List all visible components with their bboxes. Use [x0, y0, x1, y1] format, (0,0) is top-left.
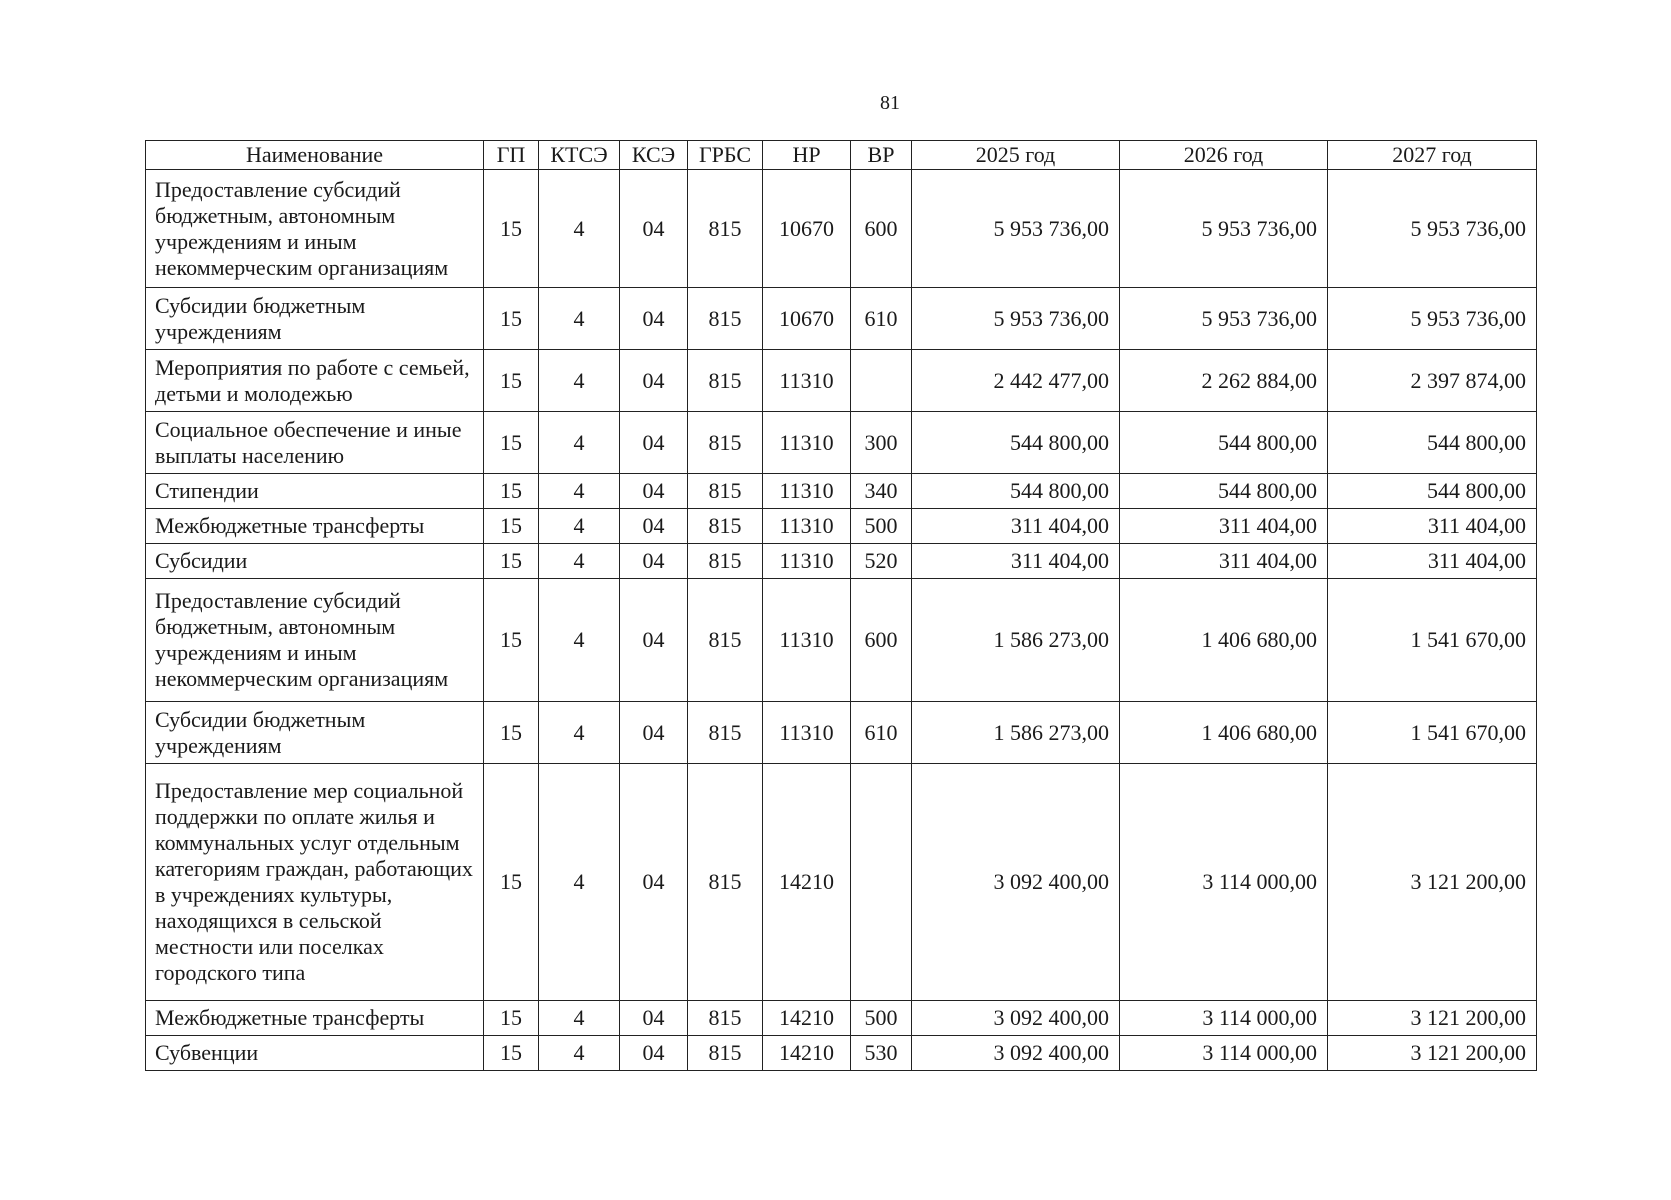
row-amount-2025: 544 800,00	[912, 474, 1120, 509]
row-grbs: 815	[688, 170, 763, 288]
row-gp: 15	[484, 1036, 539, 1071]
row-amount-2025: 3 092 400,00	[912, 1036, 1120, 1071]
row-kse: 04	[620, 579, 688, 702]
row-nr: 11310	[763, 350, 851, 412]
row-vr: 300	[851, 412, 912, 474]
row-vr	[851, 350, 912, 412]
row-amount-2026: 3 114 000,00	[1120, 1001, 1328, 1036]
row-ktse: 4	[539, 1036, 620, 1071]
row-vr: 610	[851, 702, 912, 764]
row-kse: 04	[620, 509, 688, 544]
row-grbs: 815	[688, 544, 763, 579]
header-grbs: ГРБС	[688, 141, 763, 170]
row-amount-2027: 311 404,00	[1328, 509, 1537, 544]
row-gp: 15	[484, 412, 539, 474]
header-ktse: КТСЭ	[539, 141, 620, 170]
row-gp: 15	[484, 288, 539, 350]
row-ktse: 4	[539, 412, 620, 474]
row-nr: 11310	[763, 474, 851, 509]
row-amount-2025: 3 092 400,00	[912, 764, 1120, 1001]
row-amount-2026: 544 800,00	[1120, 474, 1328, 509]
row-gp: 15	[484, 350, 539, 412]
row-name: Субсидии бюджетным учреждениям	[146, 288, 484, 350]
row-nr: 11310	[763, 509, 851, 544]
row-amount-2027: 311 404,00	[1328, 544, 1537, 579]
row-ktse: 4	[539, 509, 620, 544]
row-name: Субвенции	[146, 1036, 484, 1071]
row-ktse: 4	[539, 288, 620, 350]
row-ktse: 4	[539, 544, 620, 579]
row-amount-2026: 2 262 884,00	[1120, 350, 1328, 412]
row-nr: 11310	[763, 579, 851, 702]
table-row	[146, 509, 1537, 544]
row-nr: 11310	[763, 544, 851, 579]
row-amount-2025: 2 442 477,00	[912, 350, 1120, 412]
row-amount-2027: 3 121 200,00	[1328, 1001, 1537, 1036]
row-vr	[851, 764, 912, 1001]
table-row	[146, 170, 1537, 288]
row-grbs: 815	[688, 1036, 763, 1071]
row-grbs: 815	[688, 579, 763, 702]
row-amount-2027: 3 121 200,00	[1328, 1036, 1537, 1071]
header-2026: 2026 год	[1120, 141, 1328, 170]
row-vr: 600	[851, 579, 912, 702]
row-name: Межбюджетные трансферты	[146, 509, 484, 544]
row-name: Предоставление субсидий бюджетным, автономным учреждениям и иным некоммерческим организациям	[146, 170, 484, 288]
row-nr: 11310	[763, 702, 851, 764]
row-name: Предоставление мер социальной поддержки по оплате жилья и коммунальных услуг отдельным категориям граждан, работающих в учреждениях культуры, находящихся в сельской местности или поселках городского типа	[146, 764, 484, 1001]
row-grbs: 815	[688, 764, 763, 1001]
row-amount-2027: 3 121 200,00	[1328, 764, 1537, 1001]
row-ktse: 4	[539, 350, 620, 412]
row-ktse: 4	[539, 1001, 620, 1036]
row-amount-2026: 544 800,00	[1120, 412, 1328, 474]
table-row	[146, 350, 1537, 412]
row-name: Субсидии	[146, 544, 484, 579]
row-amount-2025: 5 953 736,00	[912, 170, 1120, 288]
row-amount-2025: 1 586 273,00	[912, 579, 1120, 702]
table-row	[146, 1036, 1537, 1071]
row-amount-2026: 311 404,00	[1120, 509, 1328, 544]
row-name: Мероприятия по работе с семьей, детьми и молодежью	[146, 350, 484, 412]
header-name: Наименование	[146, 141, 484, 170]
row-nr: 11310	[763, 412, 851, 474]
row-kse: 04	[620, 412, 688, 474]
row-amount-2026: 5 953 736,00	[1120, 170, 1328, 288]
row-name: Предоставление субсидий бюджетным, автономным учреждениям и иным некоммерческим организациям	[146, 579, 484, 702]
row-kse: 04	[620, 1036, 688, 1071]
row-gp: 15	[484, 764, 539, 1001]
row-amount-2025: 544 800,00	[912, 412, 1120, 474]
row-vr: 530	[851, 1036, 912, 1071]
row-vr: 600	[851, 170, 912, 288]
row-grbs: 815	[688, 1001, 763, 1036]
page-number: 81	[880, 92, 900, 114]
table-row	[146, 1001, 1537, 1036]
table-row	[146, 288, 1537, 350]
row-grbs: 815	[688, 288, 763, 350]
row-ktse: 4	[539, 579, 620, 702]
row-vr: 500	[851, 1001, 912, 1036]
row-grbs: 815	[688, 474, 763, 509]
row-amount-2027: 544 800,00	[1328, 474, 1537, 509]
row-grbs: 815	[688, 702, 763, 764]
table-header-row	[146, 141, 1537, 170]
row-nr: 10670	[763, 170, 851, 288]
row-name: Социальное обеспечение и иные выплаты населению	[146, 412, 484, 474]
row-kse: 04	[620, 1001, 688, 1036]
row-gp: 15	[484, 702, 539, 764]
row-amount-2027: 2 397 874,00	[1328, 350, 1537, 412]
row-amount-2025: 311 404,00	[912, 544, 1120, 579]
row-amount-2025: 1 586 273,00	[912, 702, 1120, 764]
row-amount-2027: 5 953 736,00	[1328, 170, 1537, 288]
row-grbs: 815	[688, 350, 763, 412]
row-amount-2026: 1 406 680,00	[1120, 702, 1328, 764]
row-kse: 04	[620, 288, 688, 350]
header-kse: КСЭ	[620, 141, 688, 170]
row-vr: 520	[851, 544, 912, 579]
row-amount-2026: 311 404,00	[1120, 544, 1328, 579]
table-row	[146, 474, 1537, 509]
row-amount-2025: 311 404,00	[912, 509, 1120, 544]
row-gp: 15	[484, 544, 539, 579]
row-amount-2026: 3 114 000,00	[1120, 1036, 1328, 1071]
row-ktse: 4	[539, 764, 620, 1001]
row-gp: 15	[484, 509, 539, 544]
row-amount-2027: 544 800,00	[1328, 412, 1537, 474]
header-nr: НР	[763, 141, 851, 170]
header-2025: 2025 год	[912, 141, 1120, 170]
row-name: Межбюджетные трансферты	[146, 1001, 484, 1036]
row-kse: 04	[620, 350, 688, 412]
row-nr: 14210	[763, 1001, 851, 1036]
row-kse: 04	[620, 170, 688, 288]
row-vr: 500	[851, 509, 912, 544]
table-row	[146, 764, 1537, 1001]
header-vr: ВР	[851, 141, 912, 170]
row-name: Субсидии бюджетным учреждениям	[146, 702, 484, 764]
row-amount-2027: 5 953 736,00	[1328, 288, 1537, 350]
table-row	[146, 702, 1537, 764]
row-amount-2026: 5 953 736,00	[1120, 288, 1328, 350]
budget-table	[145, 140, 1537, 1071]
row-gp: 15	[484, 474, 539, 509]
row-amount-2026: 3 114 000,00	[1120, 764, 1328, 1001]
row-gp: 15	[484, 579, 539, 702]
row-nr: 10670	[763, 288, 851, 350]
header-gp: ГП	[484, 141, 539, 170]
row-grbs: 815	[688, 509, 763, 544]
table-row	[146, 544, 1537, 579]
row-kse: 04	[620, 764, 688, 1001]
row-amount-2027: 1 541 670,00	[1328, 579, 1537, 702]
row-gp: 15	[484, 170, 539, 288]
row-kse: 04	[620, 702, 688, 764]
row-ktse: 4	[539, 702, 620, 764]
row-ktse: 4	[539, 474, 620, 509]
row-kse: 04	[620, 474, 688, 509]
row-amount-2027: 1 541 670,00	[1328, 702, 1537, 764]
table-row	[146, 579, 1537, 702]
header-2027: 2027 год	[1328, 141, 1537, 170]
row-grbs: 815	[688, 412, 763, 474]
row-amount-2026: 1 406 680,00	[1120, 579, 1328, 702]
row-nr: 14210	[763, 1036, 851, 1071]
row-name: Стипендии	[146, 474, 484, 509]
table-row	[146, 412, 1537, 474]
row-kse: 04	[620, 544, 688, 579]
row-amount-2025: 5 953 736,00	[912, 288, 1120, 350]
row-gp: 15	[484, 1001, 539, 1036]
row-nr: 14210	[763, 764, 851, 1001]
row-ktse: 4	[539, 170, 620, 288]
row-vr: 610	[851, 288, 912, 350]
row-vr: 340	[851, 474, 912, 509]
row-amount-2025: 3 092 400,00	[912, 1001, 1120, 1036]
